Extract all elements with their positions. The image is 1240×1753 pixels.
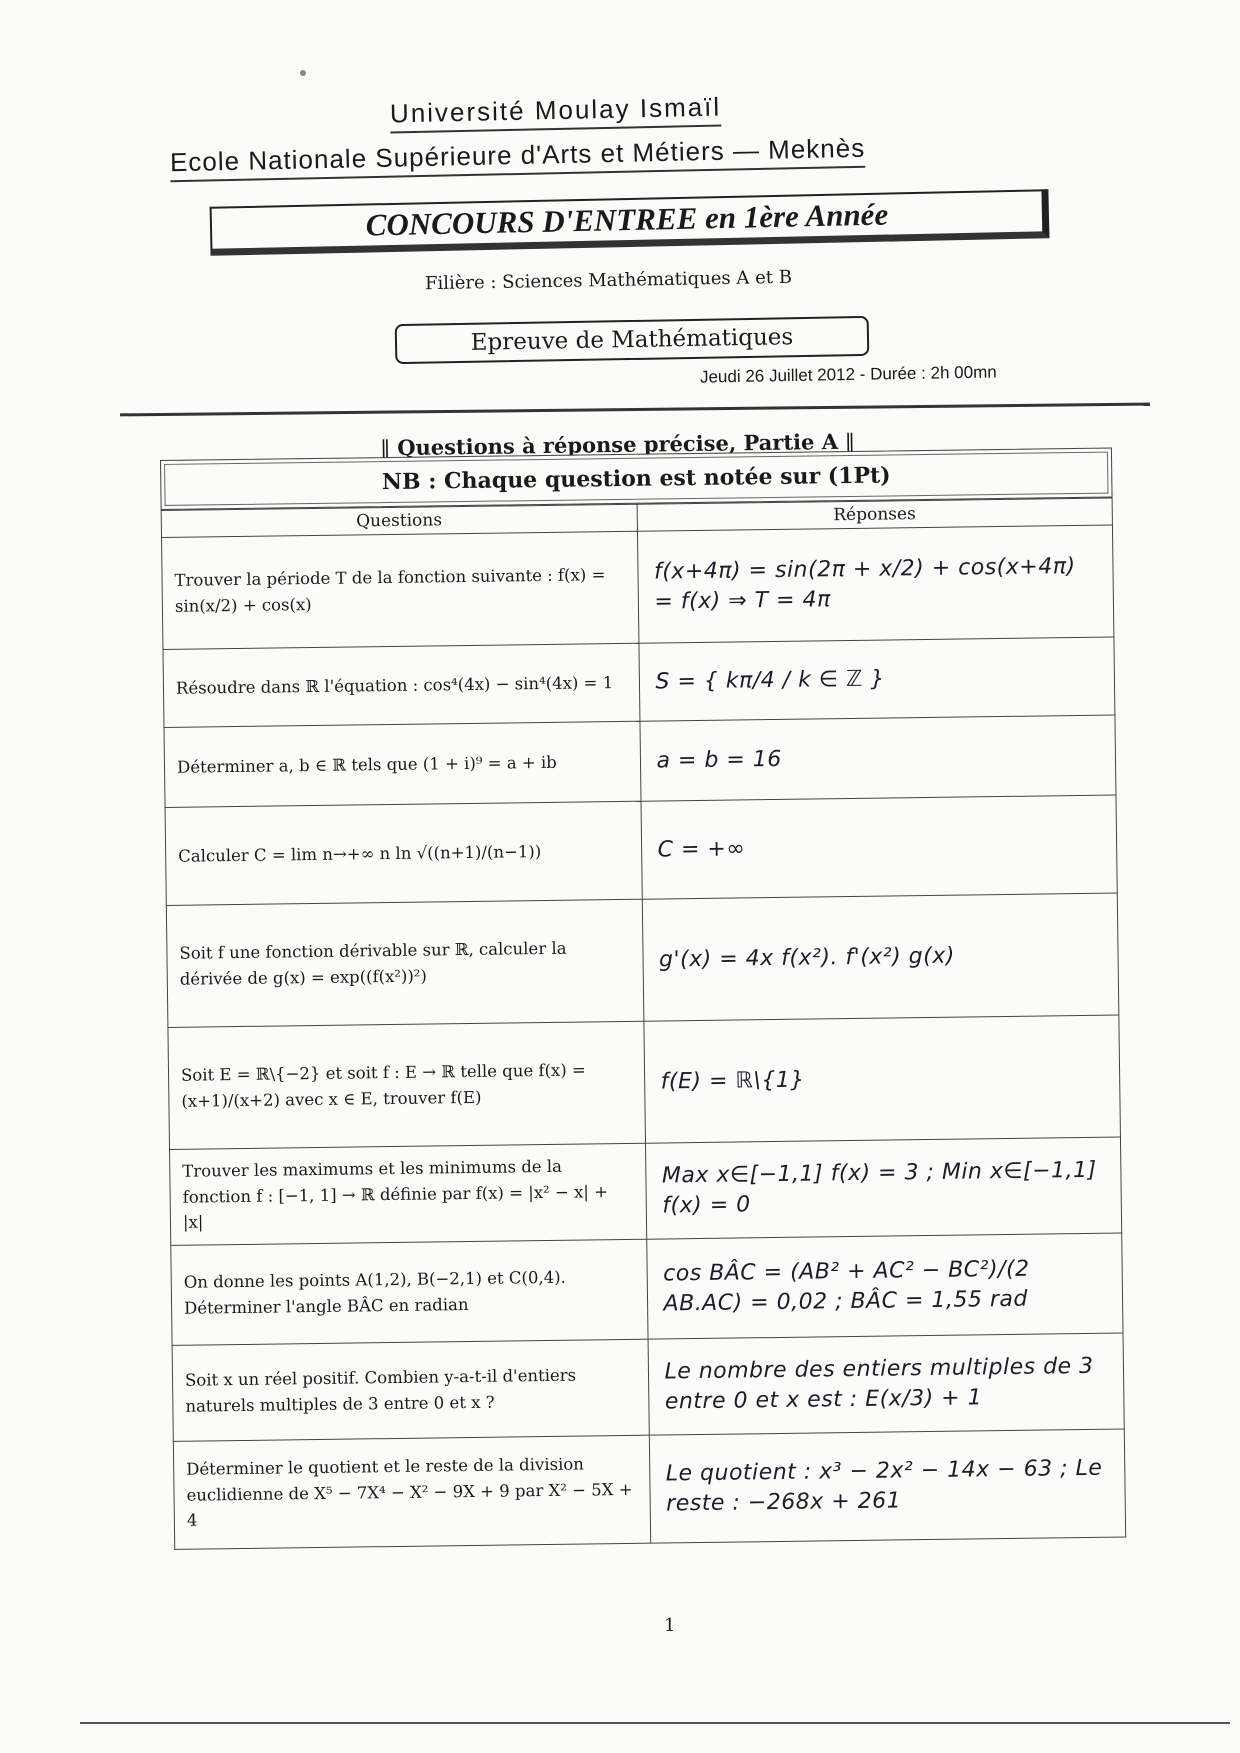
subject-title: Epreuve de Mathématiques (395, 316, 870, 364)
filiere-label: Filière : Sciences Mathématiques A et B (424, 266, 793, 295)
bottom-scan-edge (80, 1722, 1230, 1724)
answers-column-header: Réponses (637, 498, 1113, 531)
answer-cell: a = b = 16 (639, 715, 1116, 801)
scan-speck (300, 70, 306, 76)
question-cell: Soit f une fonction dérivable sur ℝ, calculer la dérivée de g(x) = exp((f(x²))²) (166, 899, 643, 1027)
exam-date-duration: Jeudi 26 Juillet 2012 - Durée : 2h 00mn (699, 362, 997, 387)
question-cell: Calculer C = lim n→+∞ n ln √((n+1)/(n−1)) (165, 801, 642, 905)
table-row (164, 715, 1116, 807)
answer-cell: cos BÂC = (AB² + AC² − BC²)/(2 AB.AC) = 0,02 ; BÂC = 1,55 rad (646, 1233, 1123, 1339)
question-cell: Déterminer a, b ∈ ℝ tels que (1 + i)⁹ = a + ib (164, 721, 641, 807)
questions-sheet (160, 448, 1126, 1550)
question-cell: Résoudre dans ℝ l'équation : cos⁴(4x) − sin⁴(4x) = 1 (163, 643, 639, 727)
table-row (168, 1015, 1121, 1149)
questions-table (161, 498, 1127, 1550)
answer-cell: Max x∈[−1,1] f(x) = 3 ; Min x∈[−1,1] f(x) = 0 (645, 1137, 1122, 1239)
answer-cell: C = +∞ (641, 795, 1118, 899)
answer-cell: f(x+4π) = sin(2π + x/2) + cos(x+4π) = f(x) ⇒ T = 4π (637, 525, 1114, 643)
section-title-bar-right: ‖ (837, 429, 856, 454)
university-name: Université Moulay Ismaïl (390, 92, 722, 134)
table-row (163, 637, 1115, 727)
question-cell: Soit x un réel positif. Combien y-a-t-il d'entiers naturels multiples de 3 entre 0 et x ? (172, 1339, 649, 1441)
question-cell: Déterminer le quotient et le reste de la division euclidienne de X⁵ − 7X⁴ − X² − 9X + 9 par X² − 5X + 4 (173, 1435, 650, 1549)
page-number: 1 (664, 1615, 676, 1636)
table-row (172, 1333, 1124, 1441)
section-title-bar-left: ‖ (379, 436, 398, 461)
question-cell: Trouver la période T de la fonction suivante : f(x) = sin(x/2) + cos(x) (162, 531, 639, 649)
answer-cell: f(E) = ℝ\{1} (643, 1015, 1120, 1143)
table-row (173, 1429, 1125, 1549)
section-title-text: Questions à réponse précise, Partie A (397, 428, 839, 461)
table-row (171, 1233, 1123, 1345)
question-cell: Trouver les maximums et les minimums de la fonction f : [−1, 1] → ℝ définie par f(x) = |x² − x| + |x| (170, 1143, 647, 1245)
table-row (166, 893, 1119, 1027)
answer-cell: g'(x) = 4x f(x²). f'(x²) g(x) (642, 893, 1119, 1021)
answer-cell: S = { kπ/4 / k ∈ ℤ } (638, 637, 1114, 721)
question-cell: Soit E = ℝ\{−2} et soit f : E → ℝ telle que f(x) = (x+1)/(x+2) avec x ∈ E, trouver f(E) (168, 1021, 645, 1149)
header-divider (120, 403, 1150, 417)
questions-column-header: Questions (161, 504, 637, 537)
school-name: Ecole Nationale Supérieure d'Arts et Métiers — Meknès (170, 133, 866, 183)
table-row (162, 525, 1114, 649)
table-row (165, 795, 1117, 905)
table-row (170, 1137, 1122, 1245)
question-cell: On donne les points A(1,2), B(−2,1) et C(0,4). Déterminer l'angle BÂC en radian (171, 1239, 648, 1345)
scoring-note: NB : Chaque question est notée sur (1Pt) (160, 448, 1113, 510)
answer-cell: Le quotient : x³ − 2x² − 14x − 63 ; Le reste : −268x + 261 (649, 1429, 1126, 1543)
answer-cell: Le nombre des entiers multiples de 3 entre 0 et x est : E(x/3) + 1 (648, 1333, 1125, 1435)
exam-title: CONCOURS D'ENTREE en 1ère Année (210, 189, 1050, 256)
